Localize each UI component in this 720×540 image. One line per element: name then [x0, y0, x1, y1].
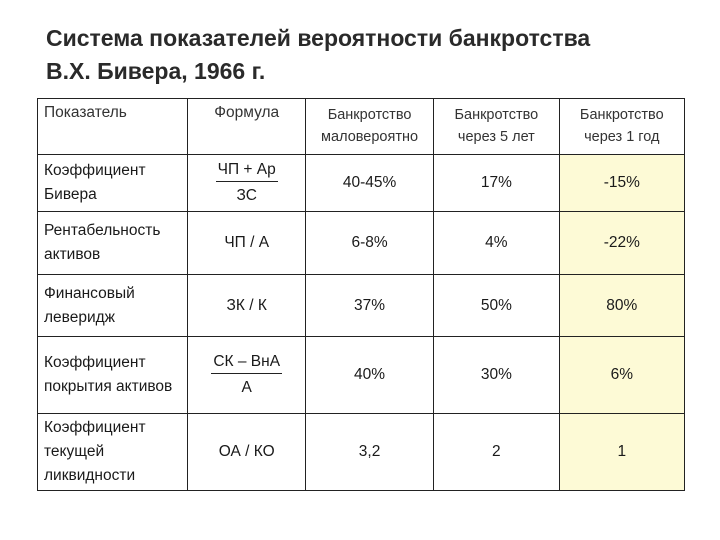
row-formula — [188, 337, 306, 414]
formula-fraction — [216, 159, 278, 207]
row-value-1-year: 6% — [559, 337, 684, 414]
formula-numerator: ЧП + Ар — [216, 159, 278, 182]
row-value-5-years: 2 — [434, 414, 559, 491]
table-header-row — [38, 99, 685, 155]
table-row — [38, 275, 685, 337]
row-indicator-name: Финансовый леверидж — [38, 275, 188, 337]
table-row — [38, 337, 685, 414]
header-5-years: Банкротство через 5 лет — [434, 99, 559, 155]
row-value-5-years: 4% — [434, 212, 559, 275]
row-formula — [188, 155, 306, 212]
title-line-1: Система показателей вероятности банкротства — [46, 25, 591, 51]
table-row — [38, 212, 685, 275]
row-value-unlikely: 40-45% — [305, 155, 433, 212]
row-indicator-name: Рентабельность активов — [38, 212, 188, 275]
header-unlikely: Банкротство маловероятно — [305, 99, 433, 155]
row-indicator-name: Коэффициент Бивера — [38, 155, 188, 212]
row-value-1-year: -15% — [559, 155, 684, 212]
row-value-5-years: 17% — [434, 155, 559, 212]
row-value-unlikely: 3,2 — [305, 414, 433, 491]
row-value-1-year: -22% — [559, 212, 684, 275]
header-indicator: Показатель — [38, 99, 188, 155]
formula-fraction — [211, 351, 282, 399]
row-indicator-name: Коэффициент текущей ликвидности — [38, 414, 188, 491]
row-value-1-year: 1 — [559, 414, 684, 491]
beaver-indicators-table — [37, 98, 685, 491]
formula-numerator: СК – ВнА — [211, 351, 282, 374]
row-formula: ОА / КО — [188, 414, 306, 491]
row-value-5-years: 50% — [434, 275, 559, 337]
table-row — [38, 414, 685, 491]
row-formula: ЗК / К — [188, 275, 306, 337]
row-value-unlikely: 6-8% — [305, 212, 433, 275]
row-value-5-years: 30% — [434, 337, 559, 414]
header-formula: Формула — [188, 99, 306, 155]
title-line-2: В.Х. Бивера, 1966 г. — [46, 58, 266, 84]
row-value-unlikely: 40% — [305, 337, 433, 414]
row-indicator-name: Коэффициент покрытия активов — [38, 337, 188, 414]
row-formula: ЧП / А — [188, 212, 306, 275]
row-value-unlikely: 37% — [305, 275, 433, 337]
header-1-year: Банкротство через 1 год — [559, 99, 684, 155]
row-value-1-year: 80% — [559, 275, 684, 337]
table-row — [38, 155, 685, 212]
slide-title — [46, 22, 590, 88]
formula-denominator: ЗС — [236, 187, 257, 204]
formula-denominator: А — [241, 379, 252, 396]
